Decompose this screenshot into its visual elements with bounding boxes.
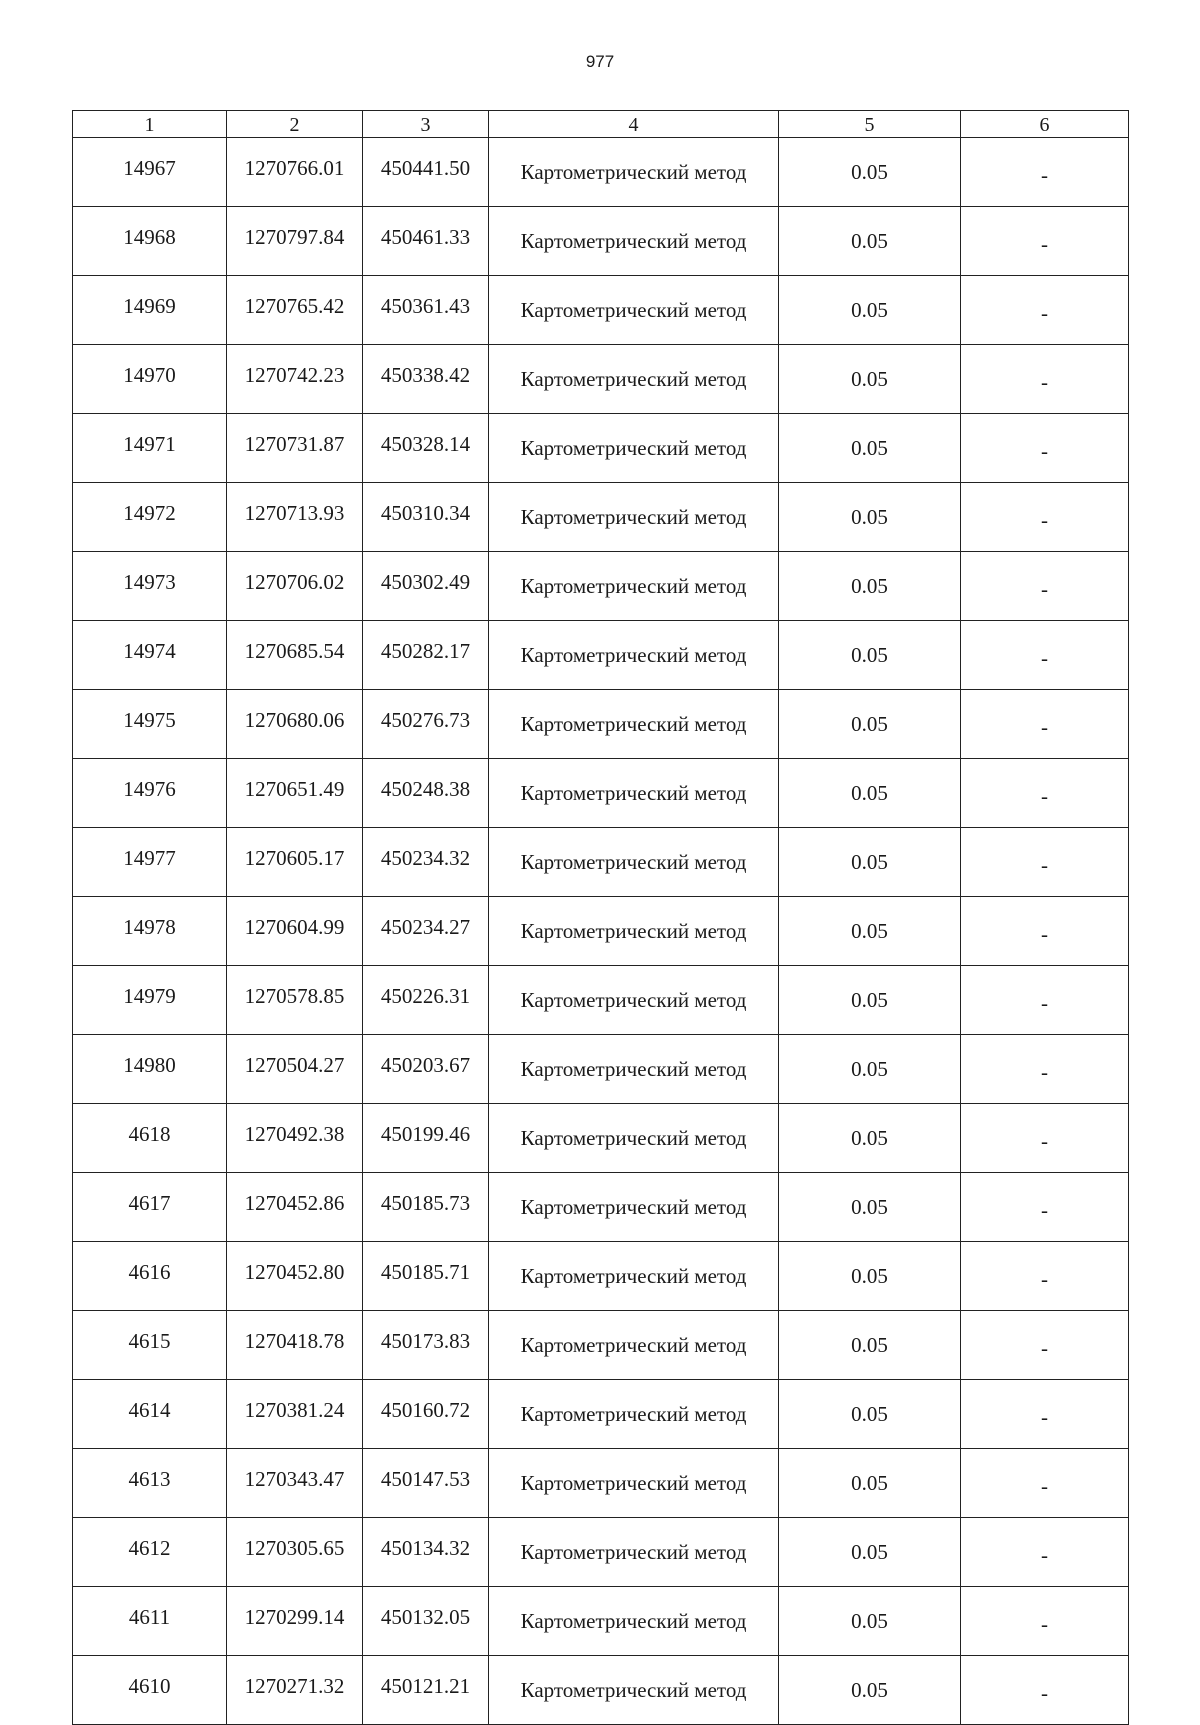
x-coordinate-cell: 1270504.27 <box>227 1035 363 1104</box>
note-cell: - <box>961 1035 1129 1104</box>
point-number-cell: 4618 <box>73 1104 227 1173</box>
x-coordinate-cell: 1270452.80 <box>227 1242 363 1311</box>
point-number-cell: 4616 <box>73 1242 227 1311</box>
note-cell: - <box>961 1311 1129 1380</box>
method-cell: Картометрический метод <box>489 1242 779 1311</box>
point-number-cell: 14975 <box>73 690 227 759</box>
method-cell: Картометрический метод <box>489 1587 779 1656</box>
x-coordinate-cell: 1270578.85 <box>227 966 363 1035</box>
x-coordinate-cell: 1270605.17 <box>227 828 363 897</box>
note-cell: - <box>961 1656 1129 1725</box>
column-header: 6 <box>961 111 1129 138</box>
method-cell: Картометрический метод <box>489 552 779 621</box>
page-number: 977 <box>585 52 615 71</box>
table-row <box>73 483 1129 552</box>
note-cell: - <box>961 1518 1129 1587</box>
note-cell: - <box>961 138 1129 207</box>
y-coordinate-cell: 450282.17 <box>363 621 489 690</box>
x-coordinate-cell: 1270604.99 <box>227 897 363 966</box>
y-coordinate-cell: 450134.32 <box>363 1518 489 1587</box>
point-number-cell: 4612 <box>73 1518 227 1587</box>
method-cell: Картометрический метод <box>489 1656 779 1725</box>
method-cell: Картометрический метод <box>489 138 779 207</box>
point-number-cell: 14968 <box>73 207 227 276</box>
y-coordinate-cell: 450203.67 <box>363 1035 489 1104</box>
accuracy-cell: 0.05 <box>779 414 961 483</box>
table-row <box>73 1518 1129 1587</box>
x-coordinate-cell: 1270492.38 <box>227 1104 363 1173</box>
method-cell: Картометрический метод <box>489 1173 779 1242</box>
table-row <box>73 1242 1129 1311</box>
point-number-cell: 14970 <box>73 345 227 414</box>
method-cell: Картометрический метод <box>489 828 779 897</box>
y-coordinate-cell: 450276.73 <box>363 690 489 759</box>
coordinates-table <box>72 110 1129 1725</box>
point-number-cell: 14974 <box>73 621 227 690</box>
x-coordinate-cell: 1270418.78 <box>227 1311 363 1380</box>
accuracy-cell: 0.05 <box>779 1656 961 1725</box>
point-number-cell: 4617 <box>73 1173 227 1242</box>
table-row <box>73 1173 1129 1242</box>
point-number-cell: 4611 <box>73 1587 227 1656</box>
accuracy-cell: 0.05 <box>779 1242 961 1311</box>
x-coordinate-cell: 1270299.14 <box>227 1587 363 1656</box>
method-cell: Картометрический метод <box>489 759 779 828</box>
y-coordinate-cell: 450121.21 <box>363 1656 489 1725</box>
method-cell: Картометрический метод <box>489 621 779 690</box>
table-row <box>73 759 1129 828</box>
column-header: 2 <box>227 111 363 138</box>
point-number-cell: 14979 <box>73 966 227 1035</box>
y-coordinate-cell: 450199.46 <box>363 1104 489 1173</box>
accuracy-cell: 0.05 <box>779 1518 961 1587</box>
x-coordinate-cell: 1270731.87 <box>227 414 363 483</box>
y-coordinate-cell: 450361.43 <box>363 276 489 345</box>
accuracy-cell: 0.05 <box>779 1380 961 1449</box>
table-row <box>73 1587 1129 1656</box>
table-row <box>73 1449 1129 1518</box>
table-row <box>73 1656 1129 1725</box>
table-row <box>73 1035 1129 1104</box>
note-cell: - <box>961 1173 1129 1242</box>
table-row <box>73 1104 1129 1173</box>
x-coordinate-cell: 1270706.02 <box>227 552 363 621</box>
accuracy-cell: 0.05 <box>779 828 961 897</box>
x-coordinate-cell: 1270685.54 <box>227 621 363 690</box>
x-coordinate-cell: 1270305.65 <box>227 1518 363 1587</box>
note-cell: - <box>961 966 1129 1035</box>
note-cell: - <box>961 1449 1129 1518</box>
method-cell: Картометрический метод <box>489 1104 779 1173</box>
method-cell: Картометрический метод <box>489 414 779 483</box>
table-row <box>73 1311 1129 1380</box>
x-coordinate-cell: 1270343.47 <box>227 1449 363 1518</box>
table-row <box>73 690 1129 759</box>
note-cell: - <box>961 1380 1129 1449</box>
y-coordinate-cell: 450226.31 <box>363 966 489 1035</box>
method-cell: Картометрический метод <box>489 345 779 414</box>
method-cell: Картометрический метод <box>489 276 779 345</box>
method-cell: Картометрический метод <box>489 897 779 966</box>
point-number-cell: 14972 <box>73 483 227 552</box>
table-row <box>73 138 1129 207</box>
accuracy-cell: 0.05 <box>779 552 961 621</box>
method-cell: Картометрический метод <box>489 1380 779 1449</box>
table-row <box>73 621 1129 690</box>
accuracy-cell: 0.05 <box>779 621 961 690</box>
y-coordinate-cell: 450185.73 <box>363 1173 489 1242</box>
table-row <box>73 897 1129 966</box>
method-cell: Картометрический метод <box>489 207 779 276</box>
point-number-cell: 14977 <box>73 828 227 897</box>
note-cell: - <box>961 897 1129 966</box>
accuracy-cell: 0.05 <box>779 276 961 345</box>
method-cell: Картометрический метод <box>489 966 779 1035</box>
note-cell: - <box>961 1104 1129 1173</box>
accuracy-cell: 0.05 <box>779 138 961 207</box>
note-cell: - <box>961 345 1129 414</box>
y-coordinate-cell: 450441.50 <box>363 138 489 207</box>
column-header: 1 <box>73 111 227 138</box>
accuracy-cell: 0.05 <box>779 1311 961 1380</box>
y-coordinate-cell: 450160.72 <box>363 1380 489 1449</box>
point-number-cell: 4613 <box>73 1449 227 1518</box>
method-cell: Картометрический метод <box>489 690 779 759</box>
note-cell: - <box>961 552 1129 621</box>
y-coordinate-cell: 450338.42 <box>363 345 489 414</box>
y-coordinate-cell: 450234.32 <box>363 828 489 897</box>
point-number-cell: 14969 <box>73 276 227 345</box>
x-coordinate-cell: 1270680.06 <box>227 690 363 759</box>
table-row <box>73 966 1129 1035</box>
x-coordinate-cell: 1270742.23 <box>227 345 363 414</box>
y-coordinate-cell: 450302.49 <box>363 552 489 621</box>
note-cell: - <box>961 483 1129 552</box>
table-row <box>73 414 1129 483</box>
column-header: 4 <box>489 111 779 138</box>
point-number-cell: 14978 <box>73 897 227 966</box>
method-cell: Картометрический метод <box>489 1449 779 1518</box>
accuracy-cell: 0.05 <box>779 1104 961 1173</box>
column-header: 3 <box>363 111 489 138</box>
note-cell: - <box>961 1587 1129 1656</box>
note-cell: - <box>961 828 1129 897</box>
table-row <box>73 828 1129 897</box>
point-number-cell: 4614 <box>73 1380 227 1449</box>
accuracy-cell: 0.05 <box>779 966 961 1035</box>
y-coordinate-cell: 450185.71 <box>363 1242 489 1311</box>
accuracy-cell: 0.05 <box>779 1587 961 1656</box>
point-number-cell: 4610 <box>73 1656 227 1725</box>
y-coordinate-cell: 450310.34 <box>363 483 489 552</box>
y-coordinate-cell: 450461.33 <box>363 207 489 276</box>
point-number-cell: 14971 <box>73 414 227 483</box>
x-coordinate-cell: 1270713.93 <box>227 483 363 552</box>
y-coordinate-cell: 450147.53 <box>363 1449 489 1518</box>
y-coordinate-cell: 450234.27 <box>363 897 489 966</box>
note-cell: - <box>961 276 1129 345</box>
note-cell: - <box>961 207 1129 276</box>
table-row <box>73 552 1129 621</box>
note-cell: - <box>961 759 1129 828</box>
accuracy-cell: 0.05 <box>779 207 961 276</box>
accuracy-cell: 0.05 <box>779 1035 961 1104</box>
accuracy-cell: 0.05 <box>779 1449 961 1518</box>
table-row <box>73 1380 1129 1449</box>
table-row <box>73 207 1129 276</box>
column-header: 5 <box>779 111 961 138</box>
method-cell: Картометрический метод <box>489 1518 779 1587</box>
note-cell: - <box>961 690 1129 759</box>
point-number-cell: 14967 <box>73 138 227 207</box>
x-coordinate-cell: 1270452.86 <box>227 1173 363 1242</box>
accuracy-cell: 0.05 <box>779 690 961 759</box>
point-number-cell: 4615 <box>73 1311 227 1380</box>
x-coordinate-cell: 1270765.42 <box>227 276 363 345</box>
accuracy-cell: 0.05 <box>779 897 961 966</box>
accuracy-cell: 0.05 <box>779 1173 961 1242</box>
point-number-cell: 14980 <box>73 1035 227 1104</box>
y-coordinate-cell: 450173.83 <box>363 1311 489 1380</box>
point-number-cell: 14976 <box>73 759 227 828</box>
point-number-cell: 14973 <box>73 552 227 621</box>
table-header-row <box>73 111 1129 138</box>
accuracy-cell: 0.05 <box>779 345 961 414</box>
table-row <box>73 345 1129 414</box>
table-row <box>73 276 1129 345</box>
method-cell: Картометрический метод <box>489 1035 779 1104</box>
method-cell: Картометрический метод <box>489 1311 779 1380</box>
note-cell: - <box>961 621 1129 690</box>
accuracy-cell: 0.05 <box>779 483 961 552</box>
x-coordinate-cell: 1270797.84 <box>227 207 363 276</box>
y-coordinate-cell: 450328.14 <box>363 414 489 483</box>
note-cell: - <box>961 1242 1129 1311</box>
x-coordinate-cell: 1270271.32 <box>227 1656 363 1725</box>
table-body <box>73 111 1129 1725</box>
y-coordinate-cell: 450248.38 <box>363 759 489 828</box>
x-coordinate-cell: 1270766.01 <box>227 138 363 207</box>
x-coordinate-cell: 1270651.49 <box>227 759 363 828</box>
x-coordinate-cell: 1270381.24 <box>227 1380 363 1449</box>
accuracy-cell: 0.05 <box>779 759 961 828</box>
y-coordinate-cell: 450132.05 <box>363 1587 489 1656</box>
note-cell: - <box>961 414 1129 483</box>
method-cell: Картометрический метод <box>489 483 779 552</box>
